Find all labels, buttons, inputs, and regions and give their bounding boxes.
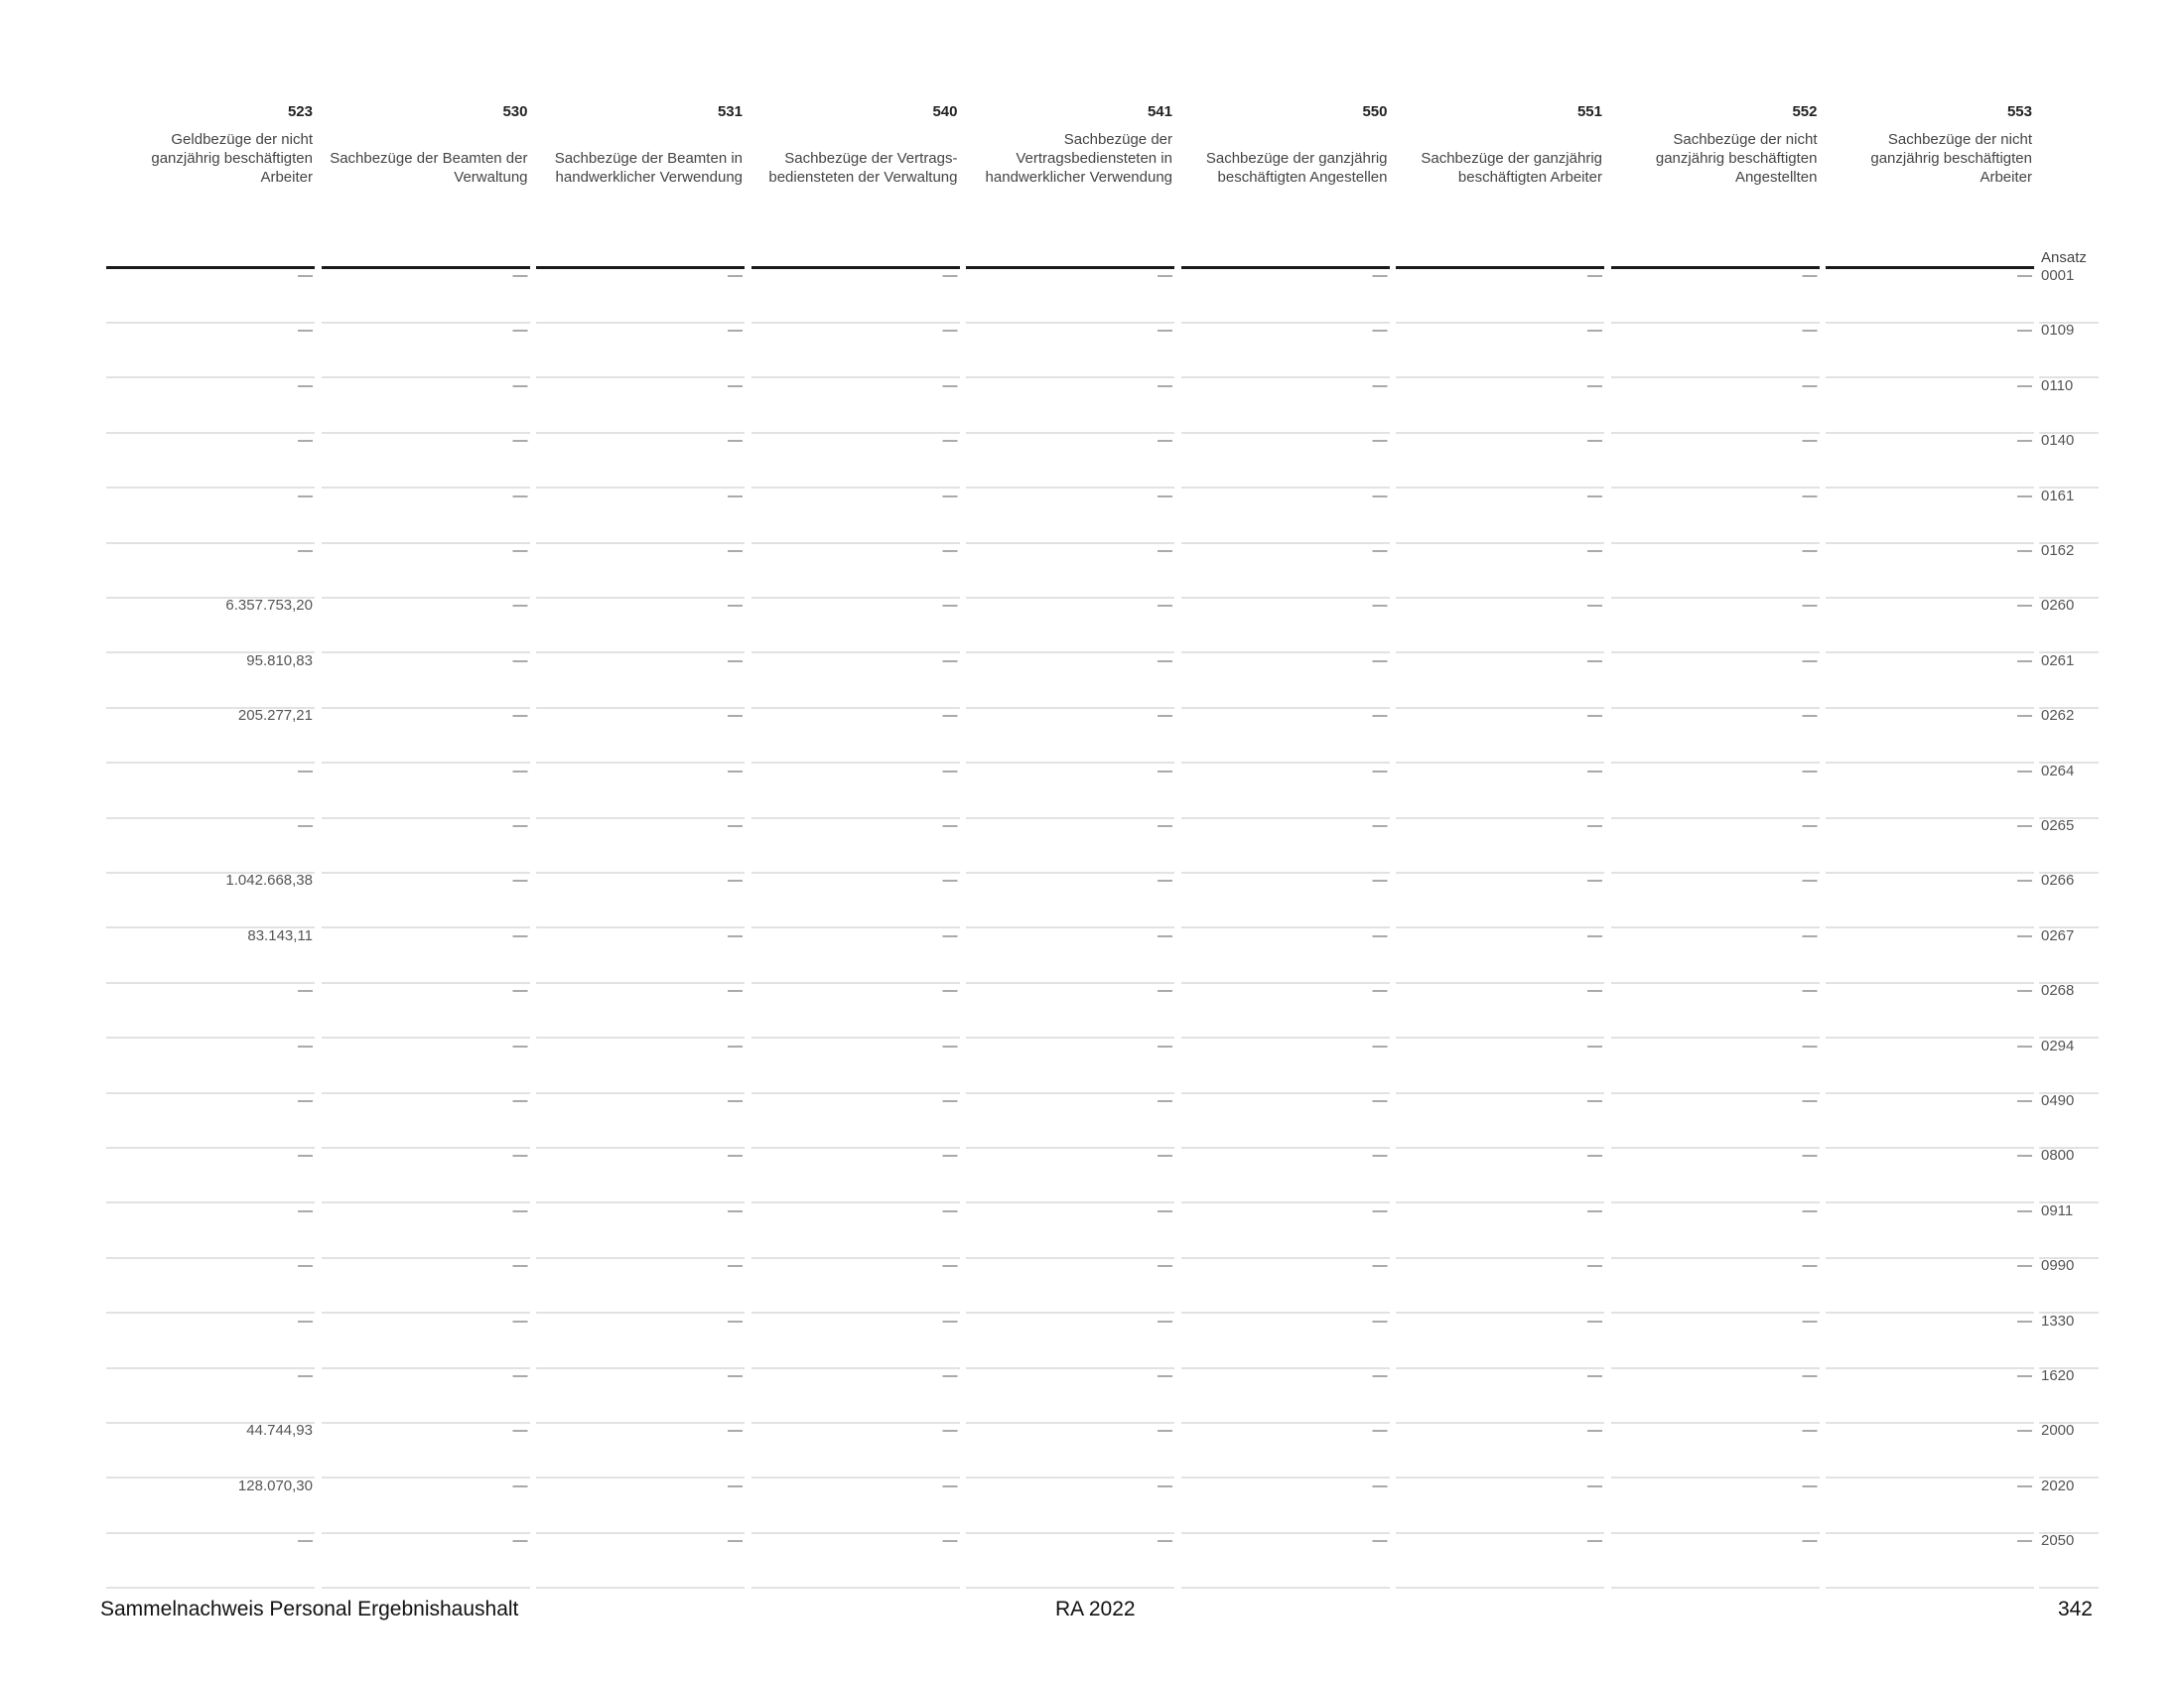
table-cell: — xyxy=(1372,597,1388,615)
table-cell: — xyxy=(942,1037,958,1055)
table-cell: — xyxy=(1802,542,1818,559)
table-cell: — xyxy=(512,1477,528,1494)
table-cell: — xyxy=(1158,597,1172,615)
table-cell: — xyxy=(1802,597,1818,615)
table-cell: — xyxy=(942,542,958,559)
table-cell: — xyxy=(2017,817,2032,834)
table-cell: — xyxy=(728,762,743,779)
column-header: Geldbezüge der nicht ganzjährig beschäftigten Arbeiter xyxy=(151,131,313,186)
table-cell: — xyxy=(1158,872,1172,890)
table-cell: — xyxy=(942,487,958,504)
table-cell: — xyxy=(2017,267,2032,284)
table-cell: — xyxy=(512,817,528,834)
table-cell: — xyxy=(1158,1367,1172,1384)
ansatz-code: 0260 xyxy=(2041,597,2075,615)
column-number: 541 xyxy=(1147,103,1172,120)
table-cell: — xyxy=(2017,1422,2032,1440)
table-cell: — xyxy=(942,1367,958,1384)
table-cell: — xyxy=(298,1312,313,1330)
table-cell: — xyxy=(2017,651,2032,669)
table-cell: — xyxy=(942,267,958,284)
row-separator xyxy=(536,1587,745,1589)
row-separator xyxy=(106,1587,315,1589)
table-cell: — xyxy=(1372,1532,1388,1550)
row-separator xyxy=(751,1587,960,1589)
ansatz-code: 0140 xyxy=(2041,432,2075,450)
table-cell: — xyxy=(1158,1477,1172,1494)
ansatz-code: 0990 xyxy=(2041,1257,2075,1275)
table-cell: — xyxy=(2017,1147,2032,1165)
ansatz-code: 0294 xyxy=(2041,1037,2075,1055)
column-number: 531 xyxy=(717,103,743,120)
table-cell: — xyxy=(1587,1477,1602,1494)
table-cell: — xyxy=(2017,1037,2032,1055)
table-cell: — xyxy=(1587,982,1602,1000)
table-cell: — xyxy=(942,322,958,340)
table-cell: — xyxy=(2017,542,2032,559)
table-cell: — xyxy=(728,1147,743,1165)
table-cell: — xyxy=(298,487,313,504)
table-cell: — xyxy=(728,1477,743,1494)
table-cell: — xyxy=(1372,982,1388,1000)
page-number: 342 xyxy=(2057,1598,2093,1620)
table-cell: 6.357.753,20 xyxy=(225,597,313,615)
table-cell: — xyxy=(512,1147,528,1165)
ansatz-code: 0001 xyxy=(2041,267,2075,284)
table-cell: — xyxy=(1587,1312,1602,1330)
table-cell: — xyxy=(1158,1037,1172,1055)
column-header: Sachbezüge der Beamten der Verwaltung xyxy=(330,150,528,186)
table-cell: — xyxy=(2017,872,2032,890)
table-cell: 95.810,83 xyxy=(246,651,313,669)
table-cell: — xyxy=(298,267,313,284)
table-cell: — xyxy=(1158,542,1172,559)
ansatz-code: 0267 xyxy=(2041,926,2075,944)
table-cell: — xyxy=(1587,267,1602,284)
ansatz-code: 0261 xyxy=(2041,651,2075,669)
table-cell: — xyxy=(728,597,743,615)
table-cell: — xyxy=(1587,1532,1602,1550)
table-cell: — xyxy=(1802,1367,1818,1384)
table-cell: — xyxy=(942,597,958,615)
table-cell: — xyxy=(1372,1037,1388,1055)
table-cell: — xyxy=(512,762,528,779)
column-number: 540 xyxy=(932,103,958,120)
table-cell: — xyxy=(728,1532,743,1550)
table-cell: — xyxy=(1372,322,1388,340)
ansatz-code: 0109 xyxy=(2041,322,2075,340)
ansatz-code: 0110 xyxy=(2041,376,2074,394)
column-number: 551 xyxy=(1576,103,1602,120)
column-number: 523 xyxy=(287,103,313,120)
table-cell: — xyxy=(512,982,528,1000)
table-cell: — xyxy=(942,1312,958,1330)
table-cell: — xyxy=(298,542,313,559)
ansatz-code: 0800 xyxy=(2041,1147,2075,1165)
table-cell: — xyxy=(2017,376,2032,394)
table-cell: — xyxy=(1802,1422,1818,1440)
table-cell: — xyxy=(728,707,743,725)
table-cell: — xyxy=(1372,1147,1388,1165)
table-cell: — xyxy=(1587,376,1602,394)
table-cell: — xyxy=(512,322,528,340)
table-cell: — xyxy=(512,597,528,615)
table-cell: — xyxy=(512,487,528,504)
table-cell: — xyxy=(1372,707,1388,725)
ansatz-code: 0264 xyxy=(2041,762,2075,779)
table-cell: — xyxy=(728,872,743,890)
ansatz-code: 1620 xyxy=(2041,1367,2075,1384)
table-cell: — xyxy=(512,376,528,394)
table-cell: — xyxy=(298,376,313,394)
table-cell: — xyxy=(942,872,958,890)
table-cell: — xyxy=(2017,762,2032,779)
table-cell: — xyxy=(942,1201,958,1219)
table-cell: — xyxy=(1587,1147,1602,1165)
table-cell: — xyxy=(1802,376,1818,394)
table-cell: — xyxy=(1802,1257,1818,1275)
table-cell: — xyxy=(512,1257,528,1275)
ansatz-code: 0162 xyxy=(2041,542,2075,559)
column-header: Sachbezüge der Beamten in handwerklicher Verwendung xyxy=(554,150,743,186)
table-cell: — xyxy=(512,1201,528,1219)
ansatz-code: 1330 xyxy=(2041,1312,2075,1330)
table-cell: — xyxy=(942,762,958,779)
table-cell: — xyxy=(1158,267,1172,284)
table-cell: — xyxy=(942,1147,958,1165)
ansatz-code: 0265 xyxy=(2041,817,2075,834)
table-cell: — xyxy=(1158,817,1172,834)
table-cell: — xyxy=(1587,926,1602,944)
table-cell: — xyxy=(512,707,528,725)
table-cell: — xyxy=(2017,1312,2032,1330)
row-separator xyxy=(1826,1587,2034,1589)
table-cell: — xyxy=(728,1257,743,1275)
table-cell: — xyxy=(298,1201,313,1219)
table-cell: — xyxy=(2017,597,2032,615)
table-cell: — xyxy=(1802,762,1818,779)
table-cell: — xyxy=(1802,1477,1818,1494)
table-cell: — xyxy=(1372,1477,1388,1494)
table-cell: — xyxy=(1587,1257,1602,1275)
table-cell: — xyxy=(728,1092,743,1109)
table-cell: — xyxy=(942,1092,958,1109)
table-cell: — xyxy=(1802,707,1818,725)
table-cell: — xyxy=(512,1532,528,1550)
table-cell: — xyxy=(942,1477,958,1494)
table-cell: — xyxy=(942,707,958,725)
table-cell: — xyxy=(2017,432,2032,450)
table-cell: — xyxy=(512,926,528,944)
ansatz-code: 2000 xyxy=(2041,1422,2075,1440)
table-cell: — xyxy=(298,322,313,340)
table-cell: — xyxy=(942,376,958,394)
table-cell: — xyxy=(1372,487,1388,504)
table-cell: — xyxy=(1802,1147,1818,1165)
table-cell: — xyxy=(1802,926,1818,944)
column-header: Sachbezüge der Vertragsbediensteten in handwerklicher Verwendung xyxy=(985,131,1172,186)
table-cell: — xyxy=(1372,376,1388,394)
table-cell: — xyxy=(1587,1201,1602,1219)
table-cell: — xyxy=(728,1422,743,1440)
table-cell: — xyxy=(1158,1532,1172,1550)
table-cell: — xyxy=(728,1201,743,1219)
ansatz-code: 0490 xyxy=(2041,1092,2075,1109)
footer-title: Sammelnachweis Personal Ergebnishaushalt xyxy=(100,1598,519,1620)
table-cell: — xyxy=(1158,1257,1172,1275)
column-header: Sachbezüge der ganzjährig beschäftigten Arbeiter xyxy=(1421,150,1602,186)
table-cell: — xyxy=(1372,1201,1388,1219)
table-cell: 128.070,30 xyxy=(237,1477,313,1494)
table-cell: — xyxy=(2017,926,2032,944)
footer-report-year: RA 2022 xyxy=(1055,1598,1136,1620)
column-header: Sachbezüge der nicht ganzjährig beschäftigten Arbeiter xyxy=(1870,131,2032,186)
table-cell: — xyxy=(1802,432,1818,450)
table-cell: — xyxy=(1372,926,1388,944)
table-cell: — xyxy=(298,982,313,1000)
table-cell: — xyxy=(512,1312,528,1330)
table-cell: — xyxy=(2017,487,2032,504)
table-cell: — xyxy=(728,651,743,669)
table-cell: — xyxy=(942,982,958,1000)
table-cell: — xyxy=(1587,322,1602,340)
table-cell: — xyxy=(512,872,528,890)
table-cell: — xyxy=(942,926,958,944)
table-cell: — xyxy=(512,267,528,284)
table-cell: — xyxy=(1802,1532,1818,1550)
table-cell: — xyxy=(1372,872,1388,890)
table-cell: — xyxy=(298,1257,313,1275)
table-cell: — xyxy=(1587,1037,1602,1055)
table-cell: 83.143,11 xyxy=(247,926,313,944)
table-cell: — xyxy=(1158,376,1172,394)
table-cell: — xyxy=(728,1037,743,1055)
table-cell: — xyxy=(1372,817,1388,834)
table-cell: — xyxy=(1802,1201,1818,1219)
table-cell: — xyxy=(298,762,313,779)
table-cell: — xyxy=(728,322,743,340)
table-cell: — xyxy=(1158,1147,1172,1165)
table-cell: — xyxy=(1158,487,1172,504)
table-cell: — xyxy=(512,1422,528,1440)
table-cell: — xyxy=(1802,1092,1818,1109)
row-separator xyxy=(2039,1587,2099,1589)
table-cell: — xyxy=(298,1092,313,1109)
row-separator xyxy=(322,1587,530,1589)
table-cell: — xyxy=(1158,651,1172,669)
table-cell: — xyxy=(1587,1367,1602,1384)
table-cell: — xyxy=(512,432,528,450)
table-cell: — xyxy=(298,817,313,834)
table-cell: — xyxy=(1372,542,1388,559)
table-cell: — xyxy=(1158,1092,1172,1109)
table-cell: — xyxy=(728,487,743,504)
table-cell: 44.744,93 xyxy=(246,1422,313,1440)
table-cell: — xyxy=(2017,707,2032,725)
row-separator xyxy=(966,1587,1174,1589)
table-cell: — xyxy=(298,1532,313,1550)
table-cell: — xyxy=(1802,817,1818,834)
ansatz-code: 2020 xyxy=(2041,1477,2075,1494)
table-cell: — xyxy=(1158,1201,1172,1219)
table-cell: — xyxy=(2017,1367,2032,1384)
row-separator xyxy=(1611,1587,1820,1589)
ansatz-code: 2050 xyxy=(2041,1532,2075,1550)
table-cell: — xyxy=(1158,762,1172,779)
ansatz-header: Ansatz xyxy=(2041,249,2087,266)
table-cell: — xyxy=(1158,322,1172,340)
table-cell: — xyxy=(1802,982,1818,1000)
table-cell: — xyxy=(1372,1257,1388,1275)
table-cell: — xyxy=(1802,487,1818,504)
column-number: 550 xyxy=(1362,103,1388,120)
column-number: 553 xyxy=(2006,103,2032,120)
table-cell: — xyxy=(1587,817,1602,834)
table-cell: — xyxy=(298,1037,313,1055)
table-cell: — xyxy=(1802,1037,1818,1055)
column-number: 552 xyxy=(1792,103,1818,120)
table-cell: — xyxy=(1372,1367,1388,1384)
table-cell: — xyxy=(1587,707,1602,725)
table-cell: — xyxy=(2017,1201,2032,1219)
table-cell: — xyxy=(1587,1422,1602,1440)
ansatz-code: 0266 xyxy=(2041,872,2075,890)
table-cell: — xyxy=(1587,872,1602,890)
table-cell: — xyxy=(298,1147,313,1165)
table-cell: — xyxy=(1587,432,1602,450)
ansatz-code: 0268 xyxy=(2041,982,2075,1000)
table-cell: — xyxy=(1372,1312,1388,1330)
table-cell: — xyxy=(1372,1422,1388,1440)
table-cell: — xyxy=(728,817,743,834)
table-cell: — xyxy=(728,1367,743,1384)
table-cell: — xyxy=(298,1367,313,1384)
table-cell: — xyxy=(1372,762,1388,779)
table-cell: — xyxy=(728,267,743,284)
table-cell: — xyxy=(728,432,743,450)
table-cell: — xyxy=(512,651,528,669)
table-cell: — xyxy=(1587,762,1602,779)
table-cell: — xyxy=(1158,432,1172,450)
column-header: Sachbezüge der Vertrags-bediensteten der Verwaltung xyxy=(768,150,958,186)
table-cell: — xyxy=(728,376,743,394)
row-separator xyxy=(1396,1587,1604,1589)
table-cell: — xyxy=(1802,651,1818,669)
ansatz-code: 0911 xyxy=(2041,1201,2074,1219)
table-cell: — xyxy=(1587,597,1602,615)
table-cell: — xyxy=(512,1367,528,1384)
table-cell: — xyxy=(2017,982,2032,1000)
table-cell: — xyxy=(512,1037,528,1055)
column-number: 530 xyxy=(502,103,528,120)
table-cell: — xyxy=(298,432,313,450)
row-separator xyxy=(1181,1587,1390,1589)
table-cell: — xyxy=(942,1532,958,1550)
table-cell: — xyxy=(1158,982,1172,1000)
table-cell: — xyxy=(1802,267,1818,284)
table-cell: — xyxy=(1372,1092,1388,1109)
table-cell: 1.042.668,38 xyxy=(225,872,313,890)
table-cell: — xyxy=(1802,872,1818,890)
table-cell: — xyxy=(2017,1477,2032,1494)
table-cell: — xyxy=(2017,1532,2032,1550)
table-cell: — xyxy=(728,982,743,1000)
table-cell: — xyxy=(1587,542,1602,559)
table-cell: — xyxy=(1587,651,1602,669)
column-header: Sachbezüge der nicht ganzjährig beschäftigten Angestellten xyxy=(1655,131,1818,186)
table-cell: — xyxy=(942,817,958,834)
table-cell: — xyxy=(1802,322,1818,340)
table-cell: — xyxy=(2017,1092,2032,1109)
column-header: Sachbezüge der ganzjährig beschäftigten Angestellen xyxy=(1205,150,1388,186)
table-cell: — xyxy=(728,926,743,944)
table-cell: — xyxy=(1158,926,1172,944)
table-cell: — xyxy=(728,1312,743,1330)
table-cell: — xyxy=(1372,651,1388,669)
table-cell: — xyxy=(512,542,528,559)
ansatz-code: 0161 xyxy=(2041,487,2075,504)
table-cell: — xyxy=(942,1257,958,1275)
table-cell: — xyxy=(2017,322,2032,340)
ansatz-code: 0262 xyxy=(2041,707,2075,725)
table-cell: — xyxy=(942,432,958,450)
table-cell: — xyxy=(1587,1092,1602,1109)
table-cell: — xyxy=(1372,267,1388,284)
table-cell: — xyxy=(942,1422,958,1440)
table-cell: — xyxy=(728,542,743,559)
table-cell: — xyxy=(1158,707,1172,725)
table-cell: — xyxy=(1372,432,1388,450)
table-cell: — xyxy=(1158,1312,1172,1330)
table-cell: 205.277,21 xyxy=(237,707,313,725)
table-cell: — xyxy=(1158,1422,1172,1440)
table-cell: — xyxy=(1802,1312,1818,1330)
table-cell: — xyxy=(942,651,958,669)
table-cell: — xyxy=(1587,487,1602,504)
table-cell: — xyxy=(2017,1257,2032,1275)
table-cell: — xyxy=(512,1092,528,1109)
